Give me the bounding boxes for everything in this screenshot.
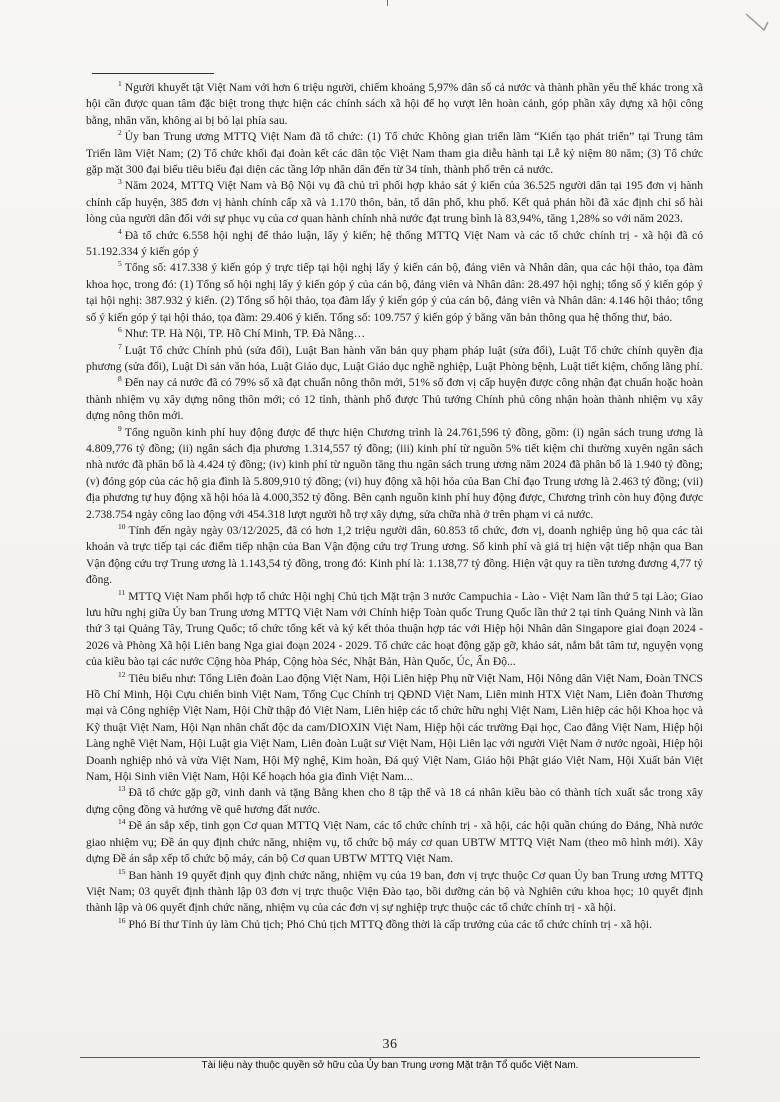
- footnote-text: Tính đến ngày ngày 03/12/2025, đã có hơn 1,2 triệu người dân, 60.853 tổ chức, đơn vị, doanh nghiệp ủng hộ qua các tài khoản và trực tiếp tại các điểm tiếp nhận của Ban Vận động cứu trợ Trung ương. Số kinh phí và giá trị hiện vật tiếp nhận qua Ban Vận động cứu trợ Trung ương là 1.143,54 tỷ đồng, trong đó: Kinh phí là: 1.138,77 tỷ đồng. Hiện vật quy ra tiền tương đương 4,77 tỷ đồng.: [86, 523, 703, 587]
- footnote-text: Đã tổ chức 6.558 hội nghị để thảo luận, lấy ý kiến; hệ thống MTTQ Việt Nam và các tổ chức chính trị - xã hội đã có 51.192.334 ý kiến góp ý: [86, 228, 703, 259]
- footnote-text: Năm 2024, MTTQ Việt Nam và Bộ Nội vụ đã chủ trì phối hợp khảo sát ý kiến của 36.525 người dân tại 195 đơn vị hành chính cấp huyện, 385 đơn vị hành chính cấp xã và 1.170 thôn, bản, tổ dân phố, khu phố. Kết quả phản hồi đã xác định chỉ số hài lòng của người dân đối với sự phục vụ của cơ quan hành chính nhà nước đạt trung bình là 83,94%, tăng 1,28% so với năm 2023.: [86, 179, 703, 226]
- footnote-text: Đề án sắp xếp, tinh gọn Cơ quan MTTQ Việt Nam, các tổ chức chính trị - xã hội, các hội quần chúng do Đảng, Nhà nước giao nhiệm vụ; Đề án quy định chức năng, nhiệm vụ, tổ chức bộ máy cơ quan UBTW MTTQ Việt Nam (theo mô hình mới). Xây dựng Đề án sắp xếp tổ chức bộ máy, cán bộ Cơ quan UBTW MTTQ Việt Nam.: [86, 819, 703, 866]
- page-number: 36: [382, 1037, 398, 1052]
- footnote-number: 11: [118, 587, 126, 597]
- footnote-number: 6: [118, 325, 122, 335]
- footnote-number: 1: [118, 79, 122, 88]
- page-curl-icon: [744, 8, 770, 34]
- footnote-8: [86, 375, 703, 424]
- footnote-text: Đến nay cả nước đã có 79% số xã đạt chuẩn nông thôn mới, 51% số đơn vị cấp huyện được công nhận đạt chuẩn hoặc hoàn thành nhiệm vụ xây dựng nông thôn mới; có 12 tỉnh, thành phố được Thủ tướng Chính phủ công nhận hoàn thành nhiệm vụ xây dựng nông thôn mới.: [86, 376, 703, 423]
- footnote-7: [86, 343, 703, 376]
- ownership-footer: Tài liệu này thuộc quyền sở hữu của Ủy ban Trung ương Mặt trận Tổ quốc Việt Nam.: [201, 1060, 579, 1071]
- footnote-text: Đã tổ chức gặp gỡ, vinh danh và tặng Bằng khen cho 8 tập thể và 18 cá nhân kiều bào có thành tích xuất sắc trong xây dựng cộng đồng và hướng về quê hương đất nước.: [86, 786, 703, 816]
- footnote-text: Như: TP. Hà Nội, TP. Hồ Chí Minh, TP. Đà Nẵng…: [124, 327, 366, 341]
- page-top-mark: [387, 0, 388, 6]
- footnote-text: Phó Bí thư Tỉnh ủy làm Chủ tịch; Phó Chủ tịch MTTQ đồng thời là cấp trưởng của các tổ chức chính trị - xã hội.: [128, 917, 653, 931]
- footnote-12: [86, 671, 703, 786]
- footnote-number: 2: [118, 128, 122, 138]
- footnote-13: [86, 785, 703, 818]
- footnote-separator: [92, 73, 214, 74]
- footnote-16: [86, 917, 703, 933]
- footnote-text: Tiêu biểu như: Tổng Liên đoàn Lao động Việt Nam, Hội Liên hiệp Phụ nữ Việt Nam, Hội Nông dân Việt Nam, Đoàn TNCS Hồ Chí Minh, Hội Cựu chiến binh Việt Nam, Tổng Cục Chính trị QĐND Việt Nam, Liên minh HTX Việt Nam, Liên đoàn Thương mại và Công nghiệp Việt Nam, Hội Chữ thập đỏ Việt Nam, Liên hiệp các tổ chức hữu nghị Việt Nam, Liên hiệp các hội Khoa học và Kỹ thuật Việt Nam, Hội Nạn nhân chất độc da cam/DIOXIN Việt Nam, Hiệp hội các trường Đại học, Cao đẳng Việt Nam, Hiệp hội Làng nghề Việt Nam, Hội Luật gia Việt Nam, Liên đoàn Luật sư Việt Nam, Hội Liên lạc với người Việt Nam ở nước ngoài, Hiệp hội Doanh nghiệp nhỏ và vừa Việt Nam, Hội Mỹ nghệ, Kim hoàn, Đá quý Việt Nam, Giáo hội Phật giáo Việt Nam, Hội Xuất bản Việt Nam, Hội Sinh viên Việt Nam, Hội Kế hoạch hóa gia đình Việt Nam...: [86, 671, 703, 784]
- footnote-text: Tổng nguồn kinh phí huy động được để thực hiện Chương trình là 24.761,596 tỷ đồng, gồm: (i) ngân sách trung ương là 4.809,776 tỷ đồng; (ii) ngân sách địa phương 1.314,557 tỷ đồng; (iii) kinh phí từ nguồn 5% tiết kiệm chi thường xuyên ngân sách nhà nước đã phân bổ là 4.424 tỷ đồng; (iv) kinh phí từ nguồn tăng thu ngân sách trung ương năm 2024 đã phân bổ là 1.940 tỷ đồng; (v) đóng góp của các hộ gia đình là 5.809,910 tỷ đồng; (vi) huy động xã hội hóa của Ban Chỉ đạo Trung ương là 2.463 tỷ đồng; (vii) địa phương tự huy động xã hội hóa là 4.000,352 tỷ đồng. Bên cạnh nguồn kinh phí huy động được, Chương trình còn huy động được 2.738.754 ngày công lao động với 454.318 lượt người hỗ trợ xây dựng, sửa chữa nhà ở trên phạm vi cả nước.: [86, 425, 703, 521]
- footnote-number: 14: [118, 817, 126, 827]
- footnote-number: 12: [118, 669, 126, 679]
- footnote-text: Tổng số: 417.338 ý kiến góp ý trực tiếp tại hội nghị lấy ý kiến cán bộ, đảng viên và Nhân dân, qua các hội thảo, tọa đàm khoa học, trong đó: (1) Tổng số hội nghị lấy ý kiến góp ý của cán bộ, đảng viên và Nhân dân: 28.497 hội nghị; tổng số ý kiến góp ý tại hội nghị: 387.932 ý kiến. (2) Tổng số hội thảo, tọa đàm lấy ý kiến góp ý của cán bộ, đảng viên và Nhân dân: 4.146 hội thảo; tổng số ý kiến góp ý tại hội thảo, tọa đàm: 29.406 ý kiến. Tổng số: 109.757 ý kiến góp ý bằng văn bản thông qua hệ thống thư, báo.: [86, 261, 703, 324]
- footnote-number: 16: [118, 915, 126, 925]
- footnote-number: 13: [118, 784, 126, 794]
- footnote-text: Ủy ban Trung ương MTTQ Việt Nam đã tổ chức: (1) Tổ chức Không gian triển lãm “Kiến tạo phát triển” tại Trung tâm Triển lãm Việt Nam; (2) Tổ chức khối đại đoàn kết các dân tộc Việt Nam tham gia diễu hành tại Lễ kỷ niệm 80 năm; (3) Tổ chức gặp mặt 300 đại biểu tiêu biểu đại diện các tầng lớp nhân dân đến từ 34 tỉnh, thành phố trên cả nước.: [86, 130, 703, 177]
- footnote-text: Ban hành 19 quyết định quy định chức năng, nhiệm vụ của 19 ban, đơn vị trực thuộc Cơ quan Ủy ban Trung ương MTTQ Việt Nam; 03 quyết định thành lập 03 đơn vị trực thuộc Viện Đào tạo, bồi dưỡng cán bộ và Nghiên cứu khoa học; 10 quyết định thành lập và 06 quyết định chức năng, nhiệm vụ của các đơn vị sự nghiệp trực thuộc các tổ chức chính trị - xã hội.: [86, 868, 703, 915]
- footnote-15: [86, 868, 703, 917]
- footnote-number: 15: [118, 866, 126, 876]
- footnote-text: MTTQ Việt Nam phối hợp tổ chức Hội nghị Chủ tịch Mặt trận 3 nước Campuchia - Lào - Việt Nam lần thứ 5 tại Lào; Giao lưu hữu nghị giữa Ủy ban Trung ương MTTQ Việt Nam với Chính hiệp Toàn quốc Trung Quốc lần thứ 2 tại tỉnh Quảng Ninh và lần thứ 3 tại Quảng Tây, Trung Quốc; tổ chức tổng kết và ký kết thỏa thuận hợp tác với Hiệp hội Nhân dân Singapore giai đoạn 2024 - 2026 và Phòng Xã hội Liên bang Nga giai đoạn 2024 - 2029. Tổ chức các hoạt động gặp gỡ, khảo sát, nắm bắt tâm tư, nguyện vọng của kiều bào tại các nước Cộng hòa Pháp, Cộng hòa Séc, Nhật Bản, Hàn Quốc, Úc, Ấn Độ...: [86, 589, 703, 669]
- footnote-text: Luật Tổ chức Chính phủ (sửa đổi), Luật Ban hành văn bản quy phạm pháp luật (sửa đổi), Luật Tổ chức chính quyền địa phương (sửa đổi), Luật Di sản văn hóa, Luật Giáo dục, Luật Giáo dục nghề nghiệp, Luật Phòng bệnh, Luật tiết kiệm, chống lãng phí.: [86, 343, 703, 373]
- footnote-11: [86, 589, 703, 671]
- footnote-number: 4: [118, 226, 122, 236]
- footnote-number: 8: [118, 374, 122, 384]
- footnote-10: [86, 523, 703, 589]
- footnote-3: [86, 178, 703, 227]
- footnote-5: [86, 260, 703, 326]
- footer-divider: [80, 1057, 700, 1058]
- footnote-text: Người khuyết tật Việt Nam với hơn 6 triệu người, chiếm khoảng 5,97% dân số cả nước và thành phần yếu thế khác trong xã hội cần được quan tâm đặc biệt trong thực hiện các chính sách xã hội để họ vượt lên hoàn cảnh, góp phần xây dựng xã hội công bằng, nhân văn, không ai bị bỏ lại phía sau.: [86, 81, 703, 127]
- footnote-14: [86, 818, 703, 867]
- footnote-1: [86, 80, 703, 129]
- footnote-number: 3: [118, 177, 122, 187]
- footnote-2: [86, 129, 703, 178]
- footnote-9: [86, 425, 703, 523]
- footnote-number: 10: [118, 521, 126, 531]
- footnote-4: [86, 228, 703, 261]
- footnote-number: 9: [118, 423, 122, 433]
- footnote-number: 7: [118, 341, 122, 351]
- footnote-number: 5: [118, 259, 122, 269]
- footnotes-section: [86, 80, 703, 933]
- footnote-6: [86, 326, 703, 342]
